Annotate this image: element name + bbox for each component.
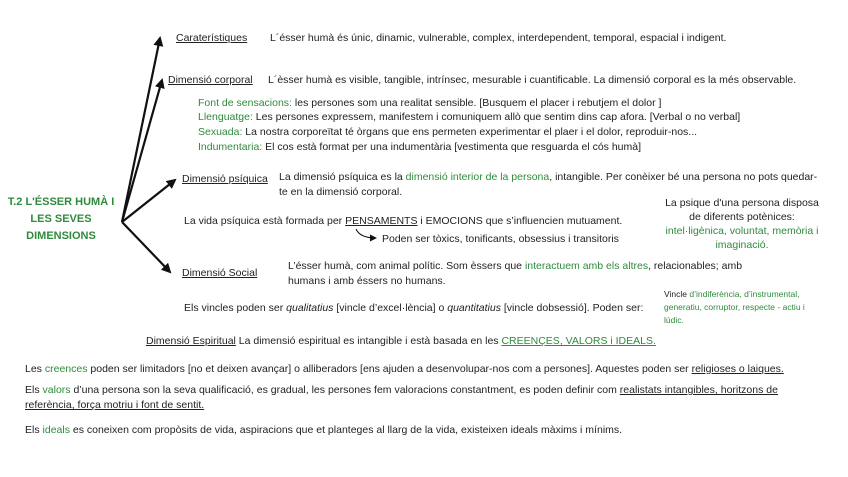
vida-a: La vida psíquica està formada per — [184, 215, 346, 227]
social-label: Dimensió Social — [182, 267, 258, 279]
psiquica-text1: La dimensió psíquica es la — [279, 171, 406, 183]
espiritual-text-green: CREENÇES, VALORS i IDEALS. — [501, 335, 656, 347]
social-vincles — [184, 301, 643, 315]
side-green2: imaginació. — [715, 239, 769, 251]
valors-u1: realistats intangibles, horitzons de — [619, 384, 778, 396]
social-text1: L’ésser humà, com animal polític. Som èssers que — [288, 260, 525, 272]
item-text: El cos està format per una indumentària [vestimenta que resguarda el cós humà] — [262, 141, 642, 153]
item-key: Indumentaria: — [198, 141, 263, 153]
vincles-c: [vincle dobsessió]. Poden ser: — [500, 302, 644, 314]
vincles-types1: d’indiferència, d’instrumental, — [689, 289, 800, 299]
valors-line2: referència, força motriu i font de sentit. — [25, 399, 205, 411]
psiquica-text-line2: te en la dimensió corporal. — [279, 186, 403, 198]
page-title: T.2 L'ÉSSER HUMÀ I LES SEVES DIMENSIONS — [7, 196, 115, 242]
social-text-green: interactuem amb els altres — [524, 260, 649, 272]
side-line2: de diferents potènices: — [689, 211, 795, 223]
valors-b: d’una persona son la seva qualificació, es gradual, les persones fem valoracions constantment, es poden definir com — [70, 384, 620, 396]
vincles-quantitatius: quantitatius — [447, 302, 501, 314]
social-text2: , relacionables; amb — [648, 260, 743, 272]
corporal-text: L´èsser humà es visible, tangible, intrínsec, mesurable i cuantificable. La dimensió corporal es la més observable. — [268, 74, 797, 86]
arrow-caracteristiques — [122, 38, 160, 222]
caracteristiques-text: L´ésser humà és únic, dinamic, vulnerable, complex, interdependent, temporal, espacial i indigent. — [270, 32, 727, 44]
arrow-pensaments-note — [356, 229, 376, 238]
corporal-item-sensacions — [198, 96, 661, 110]
creences-word: creences — [44, 363, 88, 375]
vincles-a: Els vincles poden ser — [184, 302, 287, 314]
valors-word: valors — [42, 384, 71, 396]
ideals-paragraph — [25, 423, 622, 437]
item-text: Les persones expressem, manifestem i comuniquem allò que sentim dins cap afora. [Verbal o no verbal] — [252, 111, 741, 123]
caracteristiques-label: Caraterístiques — [176, 32, 248, 44]
espiritual-row — [146, 334, 656, 348]
item-key: Llenguatge: — [198, 111, 253, 123]
psiquica-note: Poden ser tòxics, tonificants, obsessius i transitoris — [382, 233, 619, 245]
psiquica-vida — [184, 214, 622, 228]
corporal-item-indumentaria — [198, 140, 641, 154]
item-text: La nostra corporeïtat té òrgans que ens permeten experimentar el plaer i el dolor, reproduir-nos... — [242, 126, 698, 138]
vincles-side-line3: lúdic. — [664, 315, 684, 325]
corporal-label: Dimensió corporal — [168, 74, 253, 86]
vincles-side-box — [664, 288, 844, 327]
psiquica-text-line1 — [279, 170, 817, 184]
ideals-word: ideals — [42, 424, 70, 436]
vida-pensaments: PENSAMENTS — [345, 215, 418, 227]
psiquica-text-green: dimensió interior de la persona — [405, 171, 550, 183]
creences-paragraph — [25, 362, 784, 376]
vincles-side-line2: generatiu, corruptor, respecte - actiu i — [664, 302, 805, 312]
arrow-social — [122, 222, 170, 272]
creences-a: Les — [25, 363, 45, 375]
side-line1: La psique d'una persona disposa — [665, 197, 819, 209]
vincles-word: Vincle — [664, 289, 690, 299]
psique-side-box — [652, 196, 832, 252]
valors-a: Els — [25, 384, 43, 396]
vincles-qualitatius: qualitatius — [286, 302, 334, 314]
social-text-line1 — [288, 259, 742, 273]
side-green1: intel·ligènica, voluntat, memòria i — [665, 225, 819, 237]
item-key: Font de sensacions: — [198, 97, 292, 109]
ideals-a: Els — [25, 424, 43, 436]
psiquica-label: Dimensió psíquica — [182, 173, 268, 185]
psiquica-text2: , intangible. Per conèixer bé una persona no pots quedar- — [549, 171, 818, 183]
espiritual-text: La dimensió espiritual es intangible i està basada en les — [235, 335, 502, 347]
vida-b: i EMOCIONS que s’influencien mutuament. — [417, 215, 623, 227]
arrow-corporal — [122, 80, 162, 222]
valors-line1 — [25, 383, 778, 397]
corporal-item-sexuada — [198, 125, 697, 139]
vincles-side-line1 — [664, 288, 844, 301]
creences-u: religioses o laiques. — [691, 363, 784, 375]
creences-b: poden ser limitadors [no et deixen avançar] o alliberadors [ens ajuden a desenvolupar-nos com a persones]. Aquestes poden ser — [87, 363, 692, 375]
ideals-b: es coneixen com propòsits de vida, aspiracions que et planteges al llarg de la vida, existeixen ideals màxims i mínims. — [69, 424, 623, 436]
social-text-line2: humans i amb éssers no humans. — [288, 275, 446, 287]
vincles-b: [vincle d’excel·lència] o — [333, 302, 448, 314]
item-text: les persones som una realitat sensible. [Busquem el placer i rebutjem el dolor ] — [291, 97, 662, 109]
item-key: Sexuada: — [198, 126, 243, 138]
espiritual-label: Dimensió Espiritual — [146, 335, 236, 347]
corporal-item-llenguatge — [198, 110, 740, 124]
